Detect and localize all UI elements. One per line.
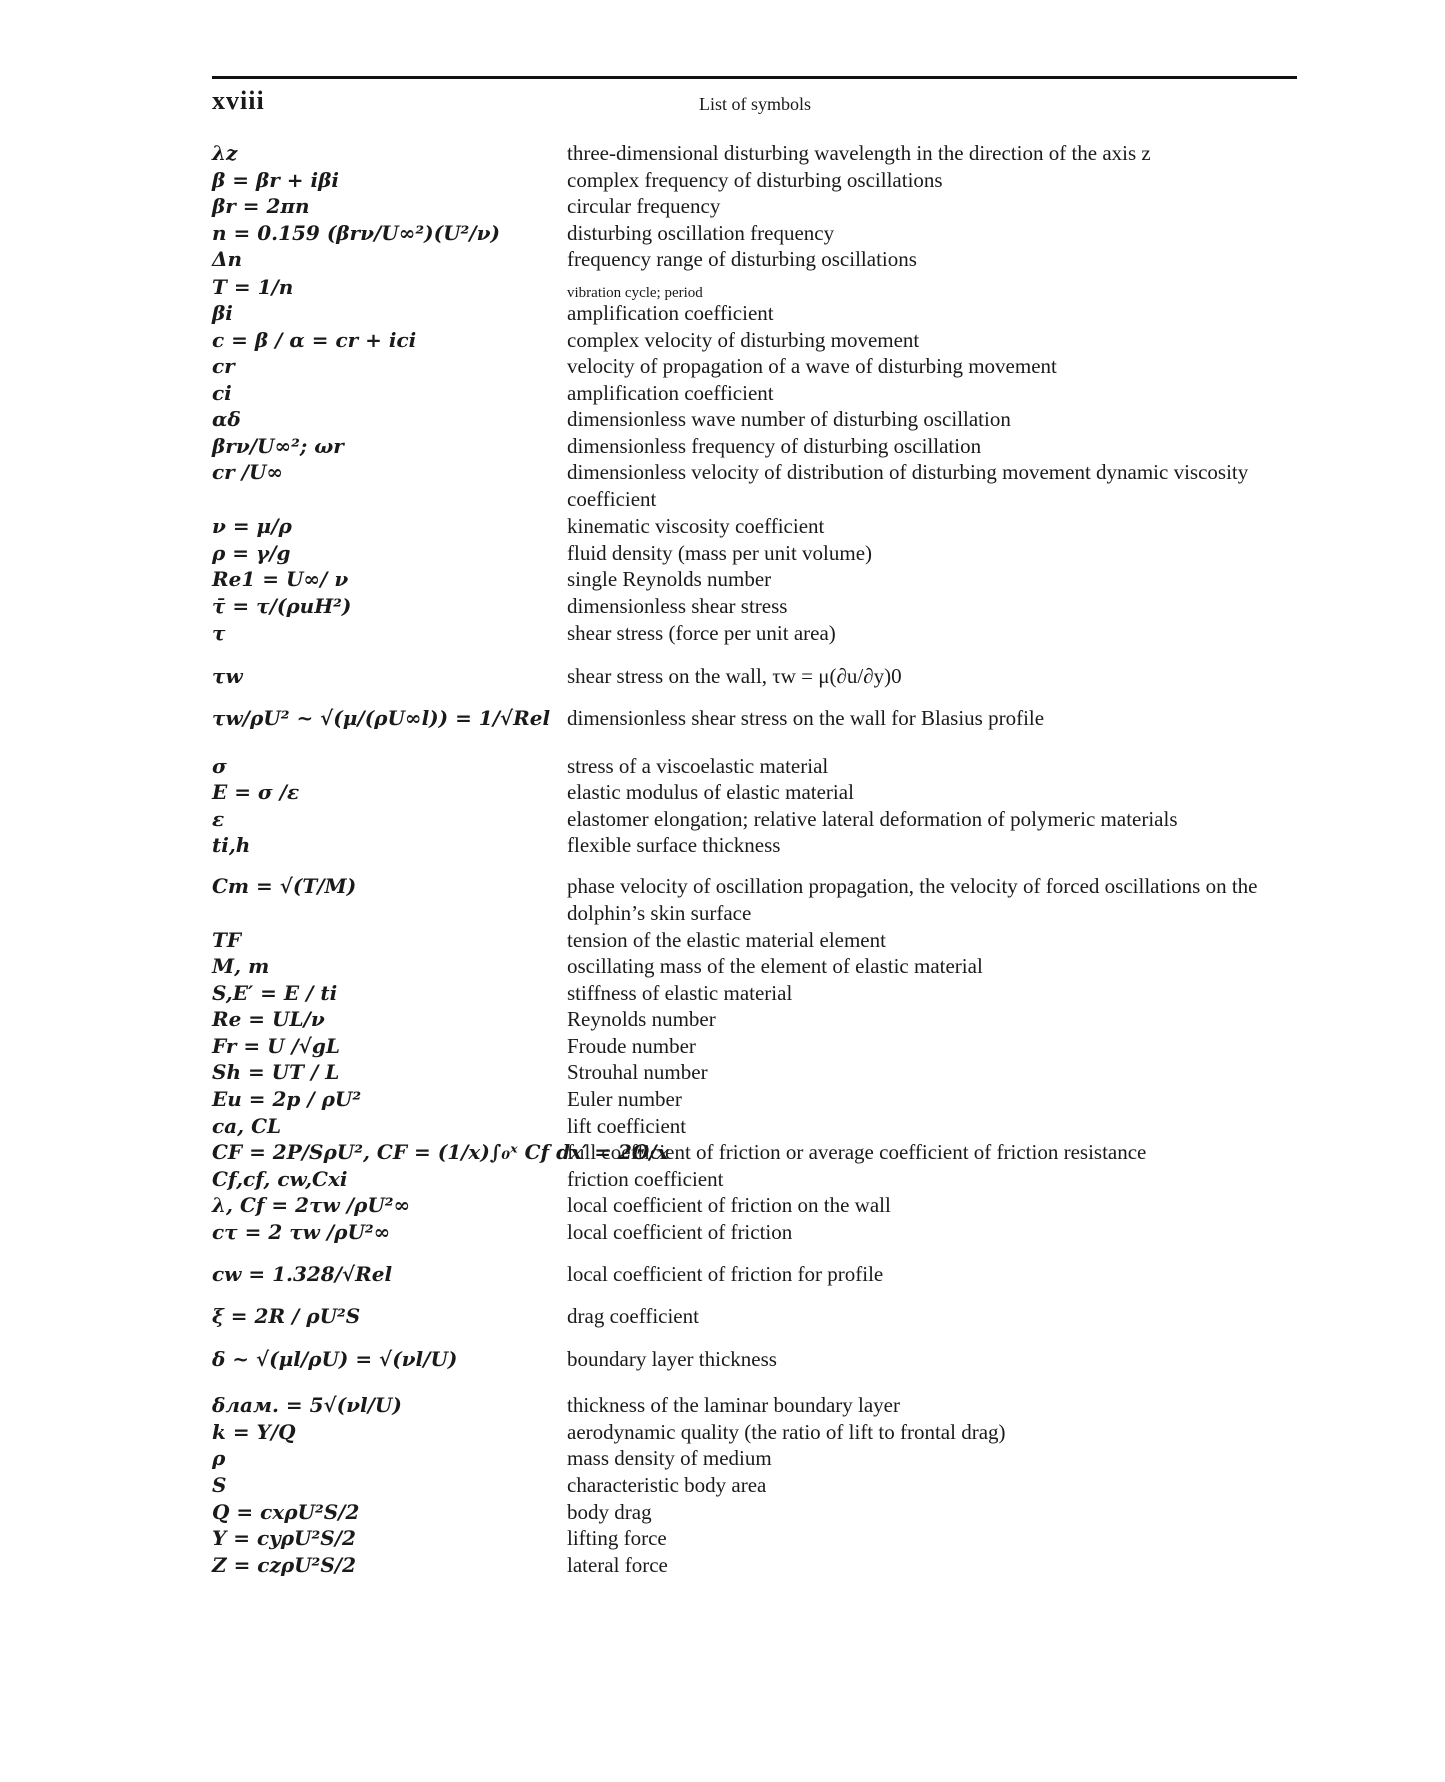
symbol: E = σ /ε — [212, 780, 300, 804]
description: oscillating mass of the element of elastic material — [567, 954, 983, 978]
symbol: cw = 1.328/√Rel — [212, 1262, 393, 1286]
description: mass density of medium — [567, 1446, 772, 1470]
description: aerodynamic quality (the ratio of lift to frontal drag) — [567, 1420, 1006, 1444]
symbol: S — [212, 1473, 227, 1497]
description: thickness of the laminar boundary layer — [567, 1393, 900, 1417]
symbol: k = Y/Q — [212, 1420, 296, 1444]
symbol: ca, CL — [212, 1114, 282, 1138]
description: tension of the elastic material element — [567, 928, 886, 952]
description: full coefficient of friction or average coefficient of friction resistance — [567, 1140, 1147, 1164]
symbol: τ̄ = τ/(ρuH²) — [212, 594, 352, 618]
symbol: Z = czρU²S/2 — [212, 1553, 356, 1577]
symbol: βi — [212, 301, 233, 325]
description: local coefficient of friction on the wall — [567, 1193, 891, 1217]
description: fluid density (mass per unit volume) — [567, 541, 873, 565]
description: dimensionless velocity of distribution of disturbing movement dynamic viscosity coefficient — [567, 460, 1249, 511]
symbol: Sh = UT / L — [212, 1060, 340, 1084]
description: amplification coefficient — [567, 381, 774, 405]
description: characteristic body area — [567, 1473, 767, 1497]
description: complex velocity of disturbing movement — [567, 328, 920, 352]
symbol: T = 1/n — [212, 275, 294, 299]
running-head: List of symbols — [698, 94, 811, 114]
description: single Reynolds number — [567, 567, 772, 591]
symbol: βrν/U∞²; ωr — [212, 434, 344, 458]
description: friction coefficient — [567, 1167, 724, 1191]
symbol: λ, Cf = 2τw /ρU²∞ — [212, 1193, 411, 1217]
symbol: Δn — [212, 247, 243, 271]
description: elastomer elongation; relative lateral deformation of polymeric materials — [567, 807, 1178, 831]
description: lift coefficient — [567, 1114, 687, 1138]
description: boundary layer thickness — [567, 1347, 777, 1371]
description: stress of a viscoelastic material — [567, 754, 829, 778]
description: velocity of propagation of a wave of disturbing movement — [567, 354, 1057, 378]
description: Strouhal number — [567, 1060, 708, 1084]
description: three-dimensional disturbing wavelength in the direction of the axis z — [567, 141, 1151, 165]
description: amplification coefficient — [567, 301, 774, 325]
symbol: ρ = γ/g — [212, 541, 291, 565]
symbol: ρ — [212, 1446, 226, 1470]
symbol: c = β / α = cr + ici — [212, 328, 417, 352]
description: body drag — [567, 1500, 652, 1524]
symbol: S,E′ = E / ti — [212, 981, 338, 1005]
symbol: δлам. = 5√(νl/U) — [212, 1393, 402, 1417]
description: kinematic viscosity coefficient — [567, 514, 825, 538]
symbol: Cf,cf, cw,Cxi — [212, 1167, 348, 1191]
symbol: M, m — [212, 954, 270, 978]
description: lateral force — [567, 1553, 668, 1577]
symbol: ε — [212, 807, 225, 831]
symbol: TF — [212, 928, 242, 952]
description: shear stress (force per unit area) — [567, 621, 836, 645]
symbol: Eu = 2p / ρU² — [212, 1087, 362, 1111]
symbol: cr — [212, 354, 235, 378]
symbol: ξ = 2R / ρU²S — [212, 1304, 361, 1328]
description: lifting force — [567, 1526, 667, 1550]
symbol: cτ = 2 τw /ρU²∞ — [212, 1220, 391, 1244]
symbol: τ — [212, 621, 226, 645]
symbol: Y = cyρU²S/2 — [212, 1526, 356, 1550]
description: vibration cycle; period — [567, 285, 703, 301]
symbol: δ ~ √(μl/ρU) = √(νl/U) — [212, 1347, 458, 1371]
symbol: τw — [212, 664, 243, 688]
symbol: CF = 2P/SρU², CF = (1/x)∫₀ˣ Cf dx′ = 2Θ/x — [212, 1140, 669, 1164]
symbol: ci — [212, 381, 232, 405]
description: Euler number — [567, 1087, 682, 1111]
description: Froude number — [567, 1034, 696, 1058]
symbol: Q = cxρU²S/2 — [212, 1500, 360, 1524]
symbol: n = 0.159 (βrν/U∞²)(U²/ν) — [212, 221, 500, 245]
symbol: λz — [212, 141, 238, 165]
description: local coefficient of friction — [567, 1220, 793, 1244]
page-number: xviii — [212, 86, 265, 115]
description: disturbing oscillation frequency — [567, 221, 835, 245]
symbol: ν = μ/ρ — [212, 514, 292, 538]
description: shear stress on the wall, τw = μ(∂u/∂y)0 — [567, 664, 902, 688]
description: dimensionless shear stress — [567, 594, 788, 618]
description: dimensionless frequency of disturbing oscillation — [567, 434, 982, 458]
symbol: cr /U∞ — [212, 460, 284, 484]
description: drag coefficient — [567, 1304, 699, 1328]
symbol: Cm = √(T/M) — [212, 874, 357, 898]
symbol: Re = UL/ν — [212, 1007, 325, 1031]
description: dimensionless shear stress on the wall for Blasius profile — [567, 706, 1045, 730]
description: circular frequency — [567, 194, 721, 218]
symbol: β = βr + iβi — [212, 168, 339, 192]
symbol: Fr = U /√gL — [212, 1034, 340, 1058]
symbol: σ — [212, 754, 227, 778]
description: local coefficient of friction for profile — [567, 1262, 884, 1286]
description: stiffness of elastic material — [567, 981, 793, 1005]
description: frequency range of disturbing oscillations — [567, 247, 917, 271]
symbol: αδ — [212, 407, 241, 431]
symbol: βr = 2πn — [212, 194, 310, 218]
description: dimensionless wave number of disturbing oscillation — [567, 407, 1011, 431]
description: elastic modulus of elastic material — [567, 780, 854, 804]
description: phase velocity of oscillation propagation, the velocity of forced oscillations on the dolphin’s skin surface — [567, 874, 1258, 925]
description: complex frequency of disturbing oscillations — [567, 168, 943, 192]
symbol: Re1 = U∞/ ν — [212, 567, 349, 591]
symbol: τw/ρU² ~ √(μ/(ρU∞l)) = 1/√Rel — [212, 706, 551, 730]
description: Reynolds number — [567, 1007, 716, 1031]
symbol: ti,h — [212, 833, 251, 857]
description: flexible surface thickness — [567, 833, 781, 857]
